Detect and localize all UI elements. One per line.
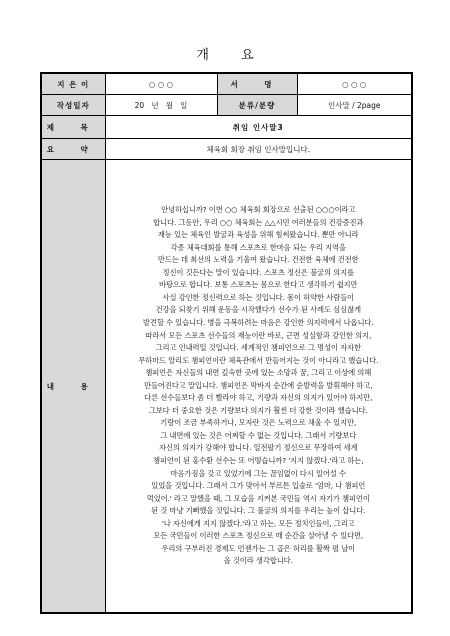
- content-line: 그리고 인내력일 것입니다. 세계적인 챔피언으로 그 명성이 자자한: [155, 343, 361, 353]
- content-line: 만들어진다고 말입니다. 챔피언은 막바지 순간에 순발력을 발휘해야 하고,: [144, 380, 373, 390]
- content-line: 챔피언이 된 홍수환 선수는 또 어떻습니까? '지지 않겠다.'라고 하는,: [153, 456, 364, 465]
- content-line: 사실 강인한 정신력으로 하는 것입니다. 몸이 허약한 사람들이: [162, 292, 354, 302]
- content-line: 다른 선수들보다 좀 더 빨라야 하고, 기량과 자신의 의지가 있어야 하지만,: [144, 393, 373, 403]
- content-line: 따라서 모든 스포츠 선수들의 재능이란 바로, 근면 성실함과 강인한 의지,: [145, 330, 372, 340]
- summary-value: 체육회 회장 취임 인사말입니다.: [105, 139, 412, 160]
- content-line: 기량이 조금 부족하거나, 모자란 것은 노력으로 채울 수 있지만,: [160, 418, 357, 428]
- content-line: 만드는 데 최선의 노력을 기울여 왔습니다. 건전한 육체에 건전한: [157, 255, 359, 265]
- content-line: 안녕하십니까? 이번 ○○ 체육회 회장으로 선출된 ○○○이라고: [161, 205, 356, 215]
- subject-label: 제 목: [41, 116, 105, 139]
- content-line: 먹었어.' 라고 말했을 때, 그 모습을 지켜본 국민들 역시 자기가 챔피언이: [146, 493, 370, 503]
- content-line: 모든 국민들이 이러한 스포츠 정신으로 매 순간을 살아낼 수 있다면,: [153, 531, 364, 541]
- subject-value: 취임 인사말3: [105, 116, 412, 139]
- content-line: 합니다. 그동안, 우리 ○○ 체육회는 △△시민 여러분들의 건강증진과: [153, 217, 364, 227]
- signature-value: ○ ○ ○: [297, 73, 412, 95]
- content-line: 건강을 되찾기 위해 운동을 시작했다가 선수가 된 사례도 심심찮게: [155, 305, 361, 315]
- content-line: 마음가짐을 갖고 있었기에 그는 끊임없이 다시 일어설 수: [170, 468, 346, 478]
- content-line: 우리의 구부러진 경제도 언젠가는 그 곱은 허리를 활짝 펼 날이: [161, 543, 356, 553]
- content-line: 자신의 의지가 강해야 합니다. 일전팔기 정신으로 무장하여 세계: [159, 443, 358, 453]
- content-label: 내 용: [41, 160, 105, 614]
- category-label: 분류/분량: [217, 95, 297, 116]
- content-line: 그보다 더 중요한 것은 기량보다 의지가 훨씬 더 강한 것이라 했습니다.: [148, 405, 368, 415]
- content-line: 각종 체육대회를 통해 스포츠로 한마음 되는 우리 지역을: [170, 242, 346, 252]
- content-line: 무하마드 알리도 챔피언이란 체육관에서 만들어지는 것이 아니라고 했습니다.: [138, 355, 379, 365]
- content-line: 발견할 수 있습니다. 병을 극복하려는 마음은 강인한 의지력에서 나옵니다.: [142, 317, 374, 327]
- content-line: 챔피언은 자신들의 내면 깊숙한 곳에 있는 소망과 꿈, 그리고 이상에 의해: [145, 368, 372, 378]
- page-title: 개 요: [196, 48, 268, 63]
- content-line: 올 것이라 생각합니다.: [223, 556, 293, 566]
- category-value: 인사말 / 2page: [297, 95, 412, 116]
- author-value: ○ ○ ○: [105, 73, 217, 95]
- content-line: 재능 있는 체육인 발굴과 육성을 위해 힘써왔습니다. 뿐만 아니라: [157, 230, 359, 240]
- content-line: 그 내면에 있는 것은 어찌할 수 없는 것입니다. 그래서 기량보다: [160, 430, 357, 440]
- content-line: 있었을 것입니다. 그래서 그가 맞아서 부르튼 입술로 '엄마, 나 챔피언: [151, 481, 366, 491]
- document-info-table: [40, 72, 413, 614]
- content-line: 정신이 깃든다는 말이 있습니다. 스포츠 정신은 불굴의 의지를: [162, 267, 354, 277]
- date-label: 작성일자: [41, 95, 105, 116]
- content-line: 바탕으로 합니다. 보통 스포츠는 몸으로 한다고 생각하기 쉽지만: [159, 280, 358, 290]
- date-value: 20 년 월 일: [105, 95, 217, 116]
- summary-label: 요 약: [41, 139, 105, 160]
- content-body: [105, 160, 412, 614]
- content-line: '나 자신에게 지지 않겠다.'라고 하는, 모든 정치인들이, 그리고: [161, 518, 355, 528]
- content-line: 된 것 마냥 기뻐했을 것입니다. 그 불굴의 의지를 우리는 높이 삽니다.: [151, 506, 366, 516]
- signature-label: 서 명: [217, 73, 297, 95]
- author-label: 지 은 이: [41, 73, 105, 95]
